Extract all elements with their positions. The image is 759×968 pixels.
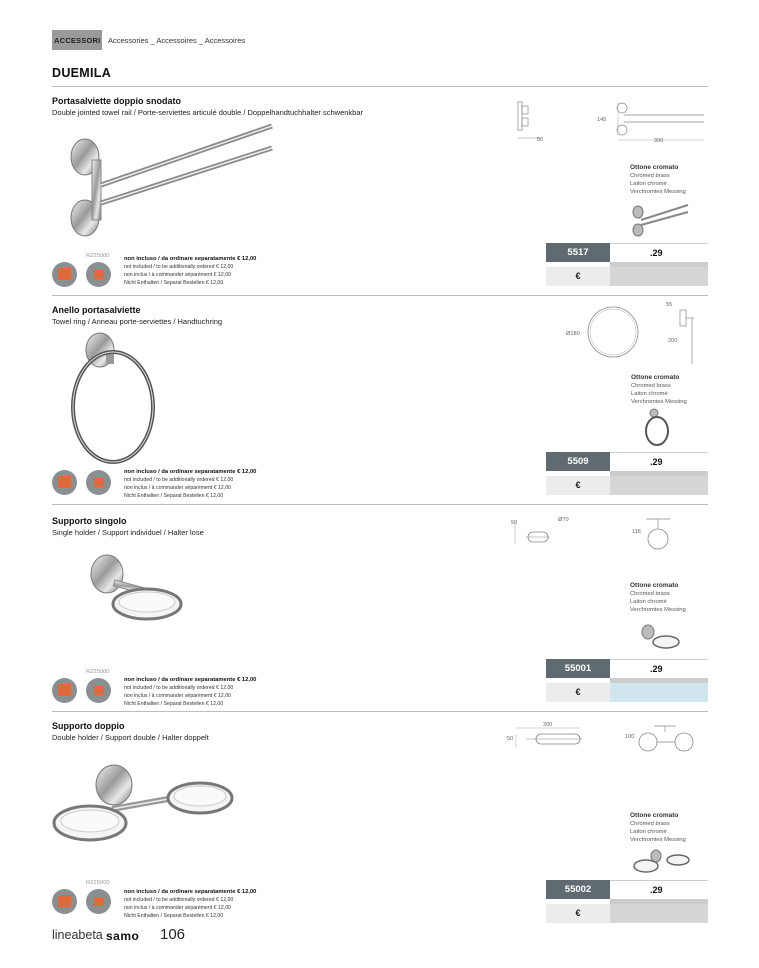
note-line: non inclus / à commander séparément € 12,00 (124, 272, 231, 278)
drawing-front-view (626, 722, 701, 754)
finish-line: Chromed brass (630, 591, 670, 597)
product-name: Supporto singolo (52, 516, 127, 526)
note-line: Nicht Enthalten / Separat Bestellen € 12,00 (124, 701, 224, 707)
currency-cell: € (546, 904, 610, 923)
product-photo-double-holder (52, 763, 237, 845)
finish-line: Chromed brass (631, 383, 671, 389)
section-tab-label: ACCESSORI (54, 36, 101, 45)
dimension-label: 145 (597, 117, 607, 123)
note-bold: non incluso / da ordinare separatamente € 12,00 (124, 889, 257, 895)
finish-title: Ottone cromato (631, 374, 680, 381)
finish-line: Laiton chromé (630, 599, 667, 605)
currency-cell: € (546, 683, 610, 702)
finish-title: Ottone cromato (630, 582, 679, 589)
product-subtitle: Double jointed towel rail / Porte-serviettes articulé double / Doppelhandtuchhalter schwenkbar (52, 108, 364, 117)
note-line: Nicht Enthalten / Separat Bestellen € 12,00 (124, 280, 224, 286)
product-name: Portasalviette doppio snodato (52, 96, 182, 106)
accessory-icon (86, 470, 111, 495)
product-name: Anello portasalviette (52, 305, 141, 315)
accessory-ref: R225000 (86, 253, 110, 259)
price-cell (610, 476, 708, 495)
product-subtitle: Double holder / Support double / Halter doppelt (52, 733, 209, 742)
accessory-icon (86, 889, 111, 914)
finish-thumbnail (630, 200, 690, 240)
finish-line: Verchromtes Messing (630, 189, 686, 195)
accessory-icon (86, 678, 111, 703)
dimension-label: 116 (632, 529, 641, 535)
dimension-label: 200 (543, 722, 553, 728)
finish-line: Laiton chromé (630, 829, 667, 835)
currency-cell: € (546, 476, 610, 495)
accessory-icon (52, 470, 77, 495)
note-line: Nicht Enthalten / Separat Bestellen € 12,00 (124, 493, 224, 499)
product-photo-towel-ring (68, 330, 163, 465)
note-line: non inclus / à commander séparément € 12,00 (124, 485, 231, 491)
finish-thumbnail (632, 848, 692, 876)
product-divider (52, 711, 708, 712)
article-code: 5509 (546, 452, 610, 471)
dimension-label: 390 (654, 138, 664, 144)
product-name: Supporto doppio (52, 721, 125, 731)
finish-code: .29 (610, 243, 708, 262)
article-code: 55002 (546, 880, 610, 899)
footer-brand-lineabeta: lineabeta (52, 928, 103, 942)
note-bold: non incluso / da ordinare separatamente € 12,00 (124, 677, 257, 683)
dimension-label: 100 (625, 734, 635, 740)
finish-line: Verchromtes Messing (631, 399, 687, 405)
dimension-label: 50 (507, 736, 514, 742)
note-line: not included / to be additionally ordered € 12,00 (124, 685, 234, 691)
price-cell (610, 904, 708, 923)
finish-code: .29 (610, 659, 708, 678)
finish-line: Laiton chromé (631, 391, 668, 397)
page-number: 106 (160, 926, 186, 943)
note-bold: non incluso / da ordinare separatamente € 12,00 (124, 256, 257, 262)
finish-thumbnail (642, 408, 672, 448)
note-line: non inclus / à commander séparément € 12,00 (124, 693, 231, 699)
note-line: non inclus / à commander séparément € 12,00 (124, 905, 231, 911)
article-code: 5517 (546, 243, 610, 262)
series-title: DUEMILA (52, 66, 112, 80)
product-photo-single-holder (85, 552, 190, 627)
finish-code: .29 (610, 452, 708, 471)
product-divider (52, 295, 708, 296)
finish-line: Verchromtes Messing (630, 837, 686, 843)
section-subtitle: Accessories _ Accessoires _ Accessoires (108, 36, 246, 45)
note-bold: non incluso / da ordinare separatamente € 12,00 (124, 469, 257, 475)
dimension-label: Ø70 (558, 517, 569, 523)
currency-cell: € (546, 267, 610, 286)
accessory-ref: R225000 (86, 880, 110, 886)
finish-title: Ottone cromato (630, 164, 679, 171)
drawing-front-view (585, 302, 640, 360)
section-tab (52, 30, 102, 50)
finish-thumbnail (638, 622, 683, 652)
header-divider (52, 86, 708, 87)
finish-line: Laiton chromé (630, 181, 667, 187)
product-subtitle: Towel ring / Anneau porte-serviettes / Handtuchring (52, 317, 223, 326)
product-subtitle: Single holder / Support individuel / Halter lose (52, 528, 204, 537)
finish-title: Ottone cromato (630, 812, 679, 819)
accessory-ref: R225000 (86, 669, 110, 675)
footer-brand-samo: samo (106, 929, 140, 943)
dimension-label: Ø180 (566, 331, 580, 337)
finish-line: Chromed brass (630, 173, 670, 179)
article-code: 55001 (546, 659, 610, 678)
product-photo-towel-rail (60, 115, 290, 250)
product-divider (52, 504, 708, 505)
drawing-side-view (668, 306, 700, 368)
accessory-icon (52, 678, 77, 703)
drawing-front-view (632, 515, 677, 555)
finish-line: Chromed brass (630, 821, 670, 827)
finish-line: Verchromtes Messing (630, 607, 686, 613)
dimension-label: 200 (668, 338, 678, 344)
price-cell (610, 267, 708, 286)
note-line: not included / to be additionally ordered € 12,00 (124, 264, 234, 270)
accessory-icon (52, 889, 77, 914)
note-line: Nicht Enthalten / Separat Bestellen € 12,00 (124, 913, 224, 919)
accessory-icon (86, 262, 111, 287)
note-line: not included / to be additionally ordered € 12,00 (124, 477, 234, 483)
dimension-label: 55 (666, 302, 673, 308)
accessory-icon (52, 262, 77, 287)
drawing-side-view (510, 100, 550, 145)
price-cell (610, 683, 708, 702)
finish-code: .29 (610, 880, 708, 899)
dimension-label: 50 (537, 137, 544, 143)
note-line: not included / to be additionally ordered € 12,00 (124, 897, 234, 903)
dimension-label: 50 (511, 520, 518, 526)
